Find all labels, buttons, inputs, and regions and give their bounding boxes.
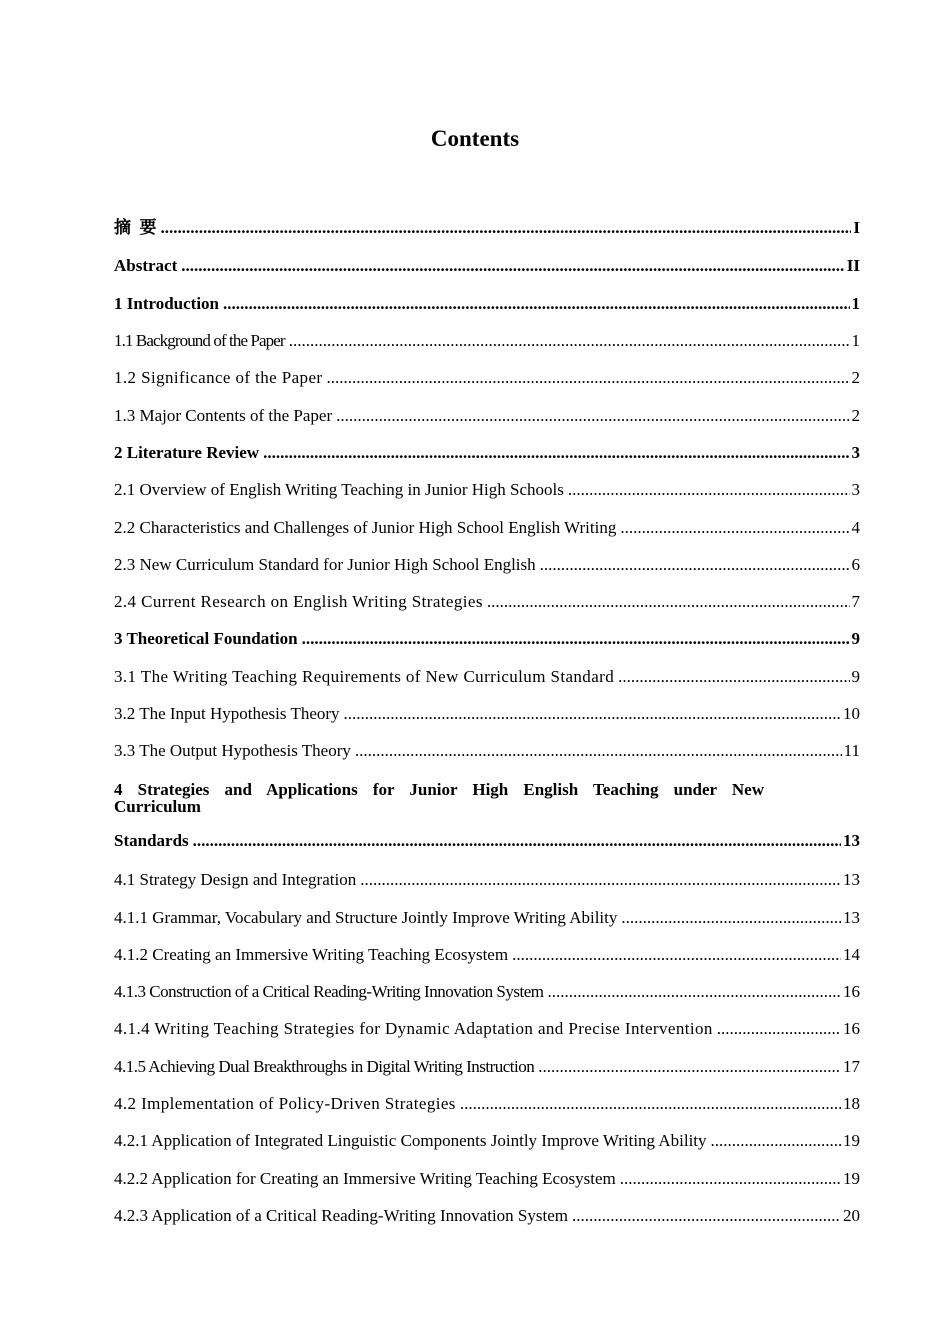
toc-entry-3-2[interactable] <box>114 704 860 724</box>
leader-dots <box>572 1206 841 1226</box>
toc-entry-4-label-line2: Curriculum <box>114 797 201 816</box>
toc-entry-label: 3.3 The Output Hypothesis Theory <box>114 741 351 760</box>
leader-dots <box>161 218 852 238</box>
leader-dots <box>344 704 841 724</box>
toc-entry-1[interactable] <box>114 294 860 314</box>
toc-entry-page: 19 <box>843 1169 860 1188</box>
toc-entry-abstract-cn[interactable] <box>114 218 860 238</box>
leader-dots <box>512 945 841 965</box>
leader-dots <box>336 406 849 426</box>
toc-entry-page: 20 <box>843 1206 860 1225</box>
leader-dots <box>568 480 850 500</box>
toc-entry-page: 13 <box>843 831 860 850</box>
toc-entry-page: 14 <box>843 945 860 964</box>
toc-entry-label: 2.2 Characteristics and Challenges of Junior High School English Writing <box>114 518 617 537</box>
toc-entry-2-4[interactable] <box>114 592 860 612</box>
leader-dots <box>540 555 850 575</box>
leader-dots <box>181 256 845 276</box>
leader-dots <box>487 592 850 612</box>
leader-dots <box>223 294 849 314</box>
toc-entry-page: 11 <box>843 741 860 760</box>
toc-entry-4-1-2[interactable] <box>114 945 860 965</box>
toc-entry-page: 9 <box>851 667 860 686</box>
toc-entry-3-3[interactable] <box>114 741 860 761</box>
toc-entry-page: 1 <box>851 294 860 313</box>
leader-dots <box>193 831 841 851</box>
leader-dots <box>711 1131 841 1151</box>
toc-entry-label: Standards <box>114 831 189 850</box>
toc-entry-label: 2 Literature Review <box>114 443 260 462</box>
leader-dots <box>460 1094 841 1114</box>
toc-entry-page: 2 <box>851 368 860 387</box>
toc-entry-2-1[interactable] <box>114 480 860 500</box>
toc-entry-label: 4.1.5 Achieving Dual Breakthroughs in Digital Writing Instruction <box>114 1057 535 1076</box>
toc-entry-1-3[interactable] <box>114 406 860 426</box>
toc-entry-2-3[interactable] <box>114 555 860 575</box>
toc-entry-abstract[interactable] <box>114 256 860 276</box>
toc-entry-2[interactable] <box>114 443 860 463</box>
toc-entry-2-2[interactable] <box>114 518 860 538</box>
toc-entry-page: 18 <box>843 1094 860 1113</box>
toc-entry-1-2[interactable] <box>114 368 860 388</box>
leader-dots <box>548 982 842 1002</box>
toc-entry-4-2-2[interactable] <box>114 1169 860 1189</box>
toc-entry-label: 1.2 Significance of the Paper <box>114 368 323 387</box>
page-title: Contents <box>430 126 520 151</box>
toc-entry-3-1[interactable] <box>114 667 860 687</box>
leader-dots <box>326 368 849 388</box>
toc-entry-label: 2.1 Overview of English Writing Teaching in Junior High Schools <box>114 480 564 499</box>
toc-entry-page: 10 <box>843 704 860 723</box>
toc-entry-4-1-3[interactable] <box>114 982 860 1002</box>
toc-entry-page: 19 <box>843 1131 860 1150</box>
toc-entry-page: 13 <box>843 908 860 927</box>
toc-entry-label: 3 Theoretical Foundation <box>114 629 298 648</box>
toc-entry-label: 4.1.1 Grammar, Vocabulary and Structure Jointly Improve Writing Ability <box>114 908 618 927</box>
toc-entry-4-label-line1: 4 Strategies and Applications for Junior High English Teaching under New <box>114 780 764 799</box>
leader-dots <box>263 443 849 463</box>
toc-entry-label: Abstract <box>114 256 178 275</box>
toc-entry-label: 4.2.1 Application of Integrated Linguistic Components Jointly Improve Writing Ability <box>114 1131 707 1150</box>
toc-entry-4-2-3[interactable] <box>114 1206 860 1226</box>
toc-entry-page: 6 <box>851 555 860 574</box>
toc-entry-label: 4.2.3 Application of a Critical Reading-Writing Innovation System <box>114 1206 568 1225</box>
leader-dots <box>717 1019 841 1039</box>
toc-entry-label: 2.3 New Curriculum Standard for Junior High School English <box>114 555 536 574</box>
toc-entry-label: 4.1 Strategy Design and Integration <box>114 870 357 889</box>
toc-entry-page: 17 <box>843 1057 860 1076</box>
toc-entry-label: 1.1 Background of the Paper <box>114 331 285 350</box>
leader-dots <box>538 1057 841 1077</box>
leader-dots <box>618 667 849 687</box>
toc-entry-4-1-5[interactable] <box>114 1057 860 1077</box>
toc-entry-label: 1 Introduction <box>114 294 220 313</box>
toc-entry-page: 4 <box>851 518 860 537</box>
toc-entry-page: 16 <box>843 1019 860 1038</box>
toc-entry-page: 3 <box>851 443 860 462</box>
toc-entry-4[interactable] <box>114 831 860 851</box>
toc-entry-1-1[interactable] <box>114 331 860 351</box>
toc-entry-page: 2 <box>851 406 860 425</box>
toc-entry-label: 4.1.2 Creating an Immersive Writing Teaching Ecosystem <box>114 945 509 964</box>
toc-entry-label: 4.2 Implementation of Policy-Driven Strategies <box>114 1094 456 1113</box>
toc-entry-4-1-4[interactable] <box>114 1019 860 1039</box>
toc-entry-label: 3.2 The Input Hypothesis Theory <box>114 704 340 723</box>
toc-entry-label: 4.1.3 Construction of a Critical Reading-Writing Innovation System <box>114 982 544 1001</box>
toc-entry-page: 7 <box>851 592 860 611</box>
toc-entry-page: 1 <box>851 331 860 350</box>
toc-entry-label: 2.4 Current Research on English Writing Strategies <box>114 592 483 611</box>
toc-entry-page: 13 <box>843 870 860 889</box>
leader-dots <box>302 629 850 649</box>
leader-dots <box>289 331 850 351</box>
toc-entry-label: 4.2.2 Application for Creating an Immersive Writing Teaching Ecosystem <box>114 1169 616 1188</box>
toc-entry-page: 3 <box>851 480 860 499</box>
toc-entry-label: 4.1.4 Writing Teaching Strategies for Dynamic Adaptation and Precise Intervention <box>114 1019 713 1038</box>
toc-entry-page: I <box>853 218 860 237</box>
toc-entry-page: II <box>846 256 860 275</box>
leader-dots <box>360 870 841 890</box>
toc-entry-label: 3.1 The Writing Teaching Requirements of New Curriculum Standard <box>114 667 615 686</box>
leader-dots <box>355 741 842 761</box>
toc-entry-page: 9 <box>851 629 860 648</box>
toc-entry-3[interactable] <box>114 629 860 649</box>
toc-entry-label: 摘 要 <box>114 218 157 237</box>
toc-entry-4-1[interactable] <box>114 870 860 890</box>
toc-entry-4-1-1[interactable] <box>114 908 860 928</box>
toc-entry-page: 16 <box>843 982 860 1001</box>
leader-dots <box>620 518 849 538</box>
leader-dots <box>621 908 841 928</box>
leader-dots <box>620 1169 841 1189</box>
toc-entry-4-2-1[interactable] <box>114 1131 860 1151</box>
toc-entry-4-2[interactable] <box>114 1094 860 1114</box>
toc-entry-label: 1.3 Major Contents of the Paper <box>114 406 333 425</box>
